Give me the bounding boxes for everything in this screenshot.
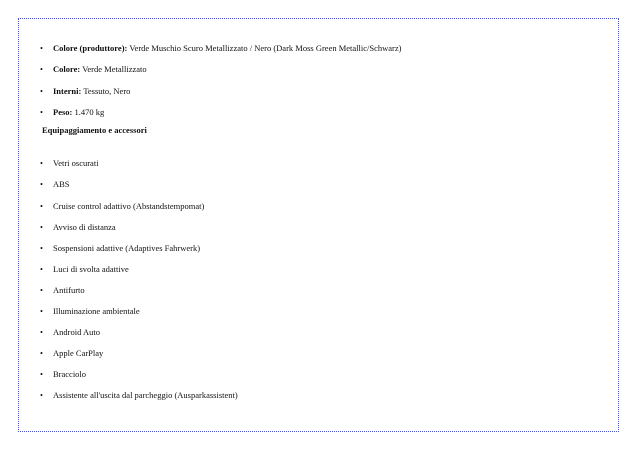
spec-value: Verde Metallizzato	[80, 64, 147, 74]
spec-item-weight	[53, 107, 104, 118]
equipment-item: • ABS	[53, 179, 70, 190]
spec-value: Tessuto, Nero	[81, 86, 131, 96]
equipment-item: • Sospensioni adattive (Adaptives Fahrwerk)	[53, 243, 200, 254]
equipment-item: • Apple CarPlay	[53, 348, 103, 359]
equipment-item: • Assistente all'uscita dal parcheggio (Ausparkassistent)	[53, 390, 238, 401]
spec-item-color	[53, 64, 147, 75]
spec-label: Interni:	[53, 86, 82, 96]
equipment-item: • Avviso di distanza	[53, 222, 116, 233]
spec-label: Colore:	[53, 64, 81, 74]
spec-value: Verde Muschio Scuro Metallizzato / Nero (Dark Moss Green Metallic/Schwarz)	[127, 43, 402, 53]
spec-label: Colore (produttore):	[53, 43, 128, 53]
equipment-item: • Bracciolo	[53, 369, 86, 380]
equipment-item: • Android Auto	[53, 327, 100, 338]
spec-label: Peso:	[53, 107, 73, 117]
spec-item-color-manufacturer	[53, 43, 402, 54]
equipment-item: • Antifurto	[53, 285, 85, 296]
equipment-item: • Illuminazione ambientale	[53, 306, 140, 317]
spec-item-interior	[53, 86, 130, 97]
equipment-item: • Vetri oscurati	[53, 158, 99, 169]
spec-value: 1.470 kg	[72, 107, 105, 117]
equipment-item: • Luci di svolta adattive	[53, 264, 129, 275]
equipment-item: • Cruise control adattivo (Abstandstempomat)	[53, 201, 204, 212]
equipment-section-title: Equipaggiamento e accessori	[42, 125, 147, 135]
